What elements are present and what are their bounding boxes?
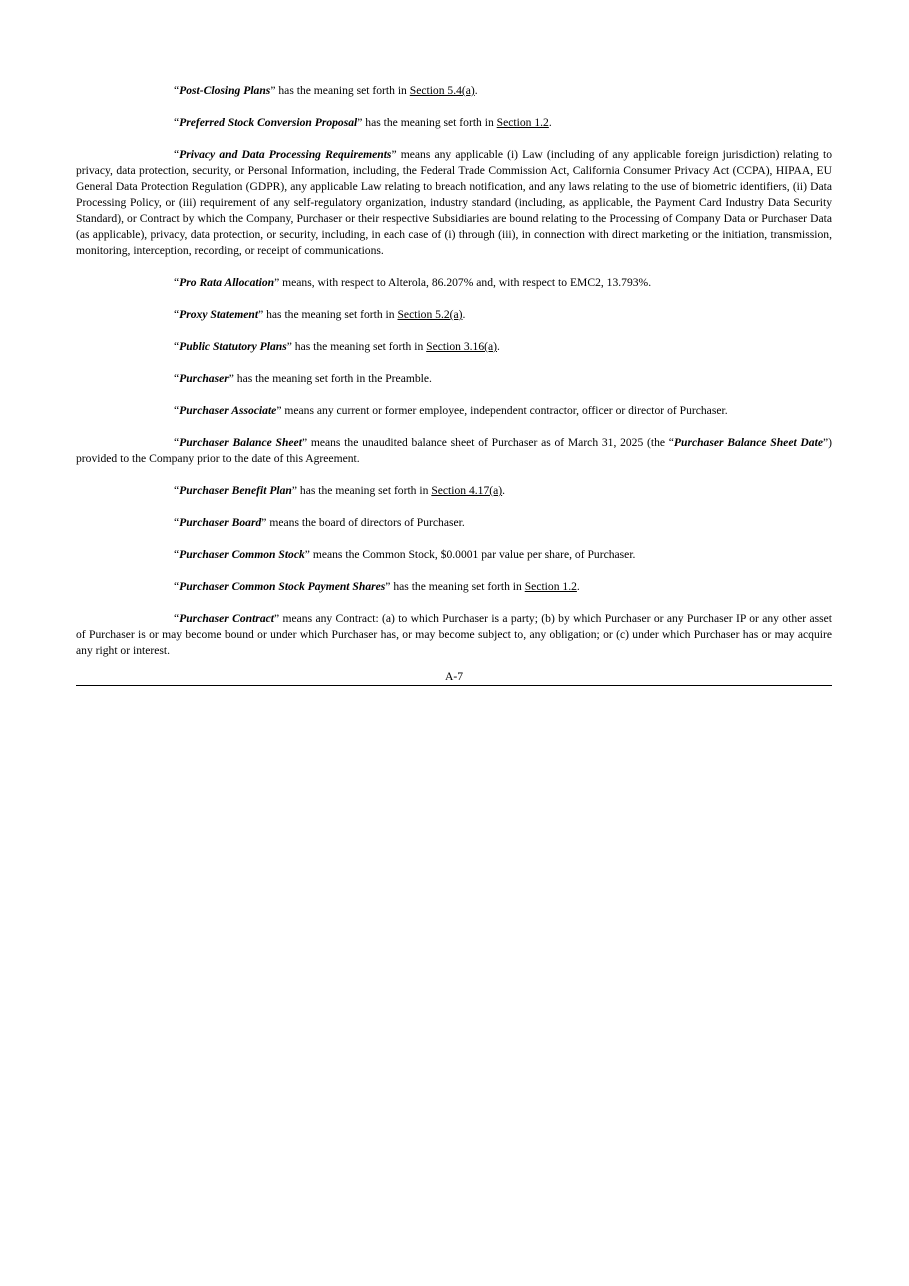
defined-term: Privacy and Data Processing Requirements [179, 148, 392, 161]
defined-term: Pro Rata Allocation [179, 276, 275, 289]
section-link[interactable]: Section 1.2 [524, 580, 577, 593]
defined-term: Proxy Statement [179, 308, 259, 321]
defined-term: Preferred Stock Conversion Proposal [179, 116, 358, 129]
defined-term: Purchaser Associate [179, 404, 277, 417]
section-link[interactable]: Section 5.2(a) [397, 308, 463, 321]
defined-term: Purchaser Balance Sheet [179, 436, 302, 449]
definition-purchaser-board: “Purchaser Board” means the board of directors of Purchaser. [174, 516, 465, 529]
definition-purchaser-common-stock-payment-shares: “Purchaser Common Stock Payment Shares” has the meaning set forth in Section 1.2. [174, 580, 580, 593]
definition-preferred-stock-conversion-proposal: “Preferred Stock Conversion Proposal” has the meaning set forth in Section 1.2. [174, 116, 552, 129]
section-link[interactable]: Section 5.4(a) [409, 84, 475, 97]
defined-term: Purchaser [179, 372, 229, 385]
footer-divider [76, 685, 832, 686]
definition-purchaser-balance-sheet: “Purchaser Balance Sheet” means the unaudited balance sheet of Purchaser as of March 31, 2025 (the “Purchaser Balance Sheet Date”) provided to the Company prior to the date of this Agreement. [76, 436, 832, 465]
defined-term: Purchaser Board [179, 516, 262, 529]
document-body [76, 83, 832, 675]
defined-term: Public Statutory Plans [179, 340, 287, 353]
section-link[interactable]: Section 4.17(a) [431, 484, 503, 497]
defined-term: Purchaser Common Stock [179, 548, 305, 561]
definition-pro-rata-allocation: “Pro Rata Allocation” means, with respect to Alterola, 86.207% and, with respect to EMC2, 13.793%. [174, 276, 652, 289]
defined-term: Purchaser Contract [179, 612, 274, 625]
defined-term: Purchaser Balance Sheet Date [673, 436, 823, 449]
definition-purchaser-contract: “Purchaser Contract” means any Contract: (a) to which Purchaser is a party; (b) by which Purchaser or any Purchaser IP or any other asset of Purchaser is or may become bound or under which Purchaser has, or may become subject to, any obligation; or (c) under which Purchaser has or may acquire any right or interest. [76, 612, 833, 657]
definition-proxy-statement: “Proxy Statement” has the meaning set forth in Section 5.2(a). [174, 308, 466, 321]
definition-purchaser-associate: “Purchaser Associate” means any current or former employee, independent contractor, officer or director of Purchaser. [174, 404, 728, 417]
defined-term: Purchaser Common Stock Payment Shares [179, 580, 386, 593]
defined-term: Purchaser Benefit Plan [179, 484, 292, 497]
definition-privacy-requirements: “Privacy and Data Processing Requirements” means any applicable (i) Law (including of any applicable foreign jurisdiction) relating to privacy, data protection, security, or Personal Information, including, the Federal Trade Commission Act, California Consumer Privacy Act (CCPA), HIPAA, EU General Data Protection Regulation (GDPR), any applicable Law relating to breach notification, and any laws relating to the use of biometric identifiers, (ii) Data Processing Policy, or (iii) requirement of any self-regulatory organization, industry standard (including, as applicable, the Payment Card Industry Data Security Standard), or Contract by which the Company, Purchaser or their respective Subsidiaries are bound relating to the Processing of Company Data or Purchaser Data (as applicable), privacy, data protection, or security, including, in each case of (i) through (iii), in connection with direct marketing or the initiation, transmission, monitoring, interception, recording, or receipt of communications. [76, 148, 832, 257]
definition-purchaser: “Purchaser” has the meaning set forth in the Preamble. [174, 372, 432, 385]
definition-public-statutory-plans: “Public Statutory Plans” has the meaning set forth in Section 3.16(a). [174, 340, 500, 353]
definition-purchaser-common-stock: “Purchaser Common Stock” means the Common Stock, $0.0001 par value per share, of Purchaser. [174, 548, 636, 561]
definition-purchaser-benefit-plan: “Purchaser Benefit Plan” has the meaning set forth in Section 4.17(a). [174, 484, 506, 497]
definition-post-closing-plans: “Post-Closing Plans” has the meaning set forth in Section 5.4(a). [174, 84, 478, 97]
defined-term: Post-Closing Plans [179, 84, 271, 97]
page-number: A-7 [444, 670, 464, 683]
section-link[interactable]: Section 3.16(a) [426, 340, 498, 353]
section-link[interactable]: Section 1.2 [496, 116, 549, 129]
